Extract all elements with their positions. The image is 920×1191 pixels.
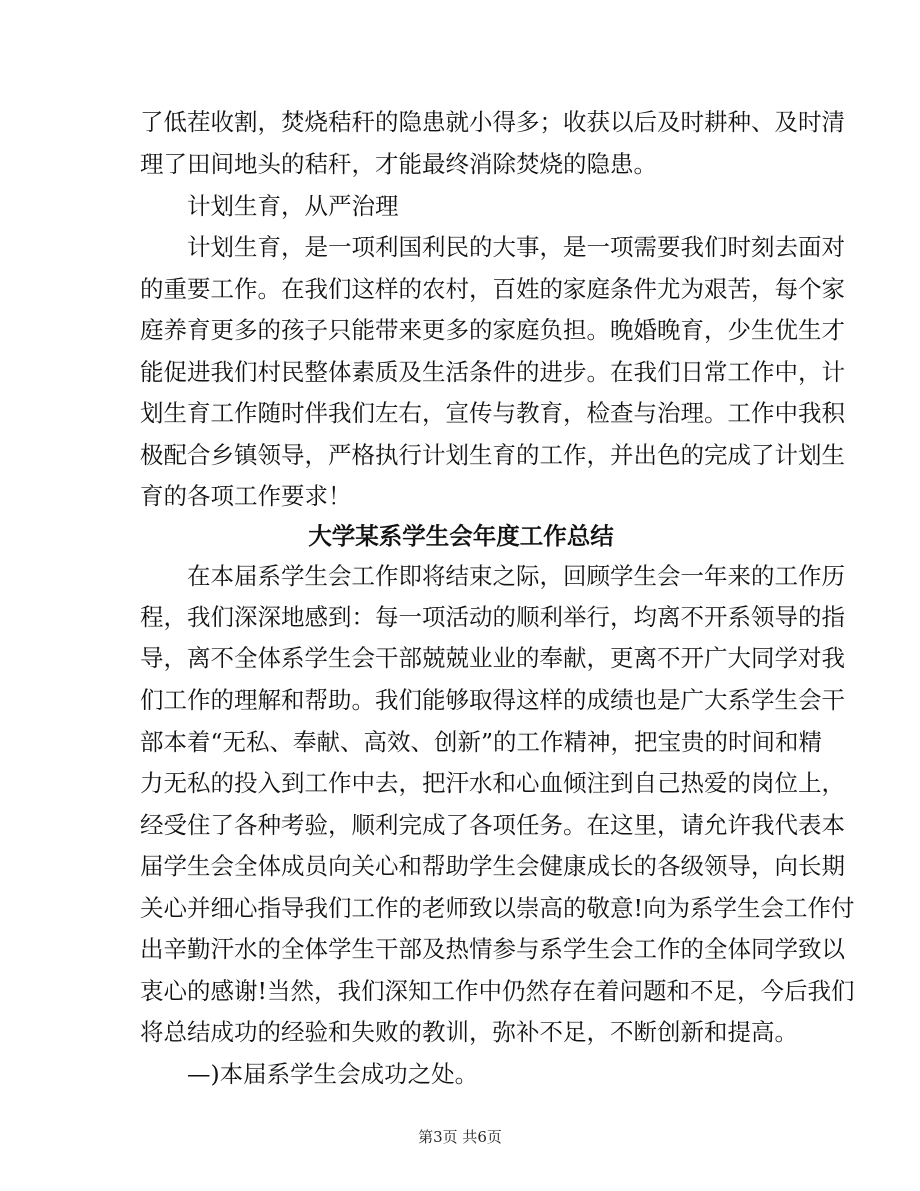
section-heading: —)本届系学生会成功之处。 xyxy=(187,1060,479,1088)
paragraph-line: 理了田间地头的秸秆，才能最终消除焚烧的隐患。 xyxy=(140,150,657,178)
paragraph-line: 极配合乡镇领导，严格执行计划生育的工作，并出色的完成了计划生 xyxy=(140,441,845,469)
paragraph-line: 庭养育更多的孩子只能带来更多的家庭负担。晚婚晚育，少生优生才 xyxy=(140,316,845,344)
paragraph-line: 们工作的理解和帮助。我们能够取得这样的成绩也是广大系学生会干 xyxy=(140,686,845,714)
paragraph-line: 能促进我们村民整体素质及生活条件的进步。在我们日常工作中，计 xyxy=(140,358,845,386)
paragraph-line: 计划生育，是一项利国利民的大事，是一项需要我们时刻去面对 xyxy=(187,233,845,261)
paragraph-line: 导，离不全体系学生会干部兢兢业业的奉献，更离不开广大同学对我 xyxy=(140,644,845,672)
paragraph-line: 划生育工作随时伴我们左右，宣传与教育，检查与治理。工作中我积 xyxy=(140,399,845,427)
section-title: 大学某系学生会年度工作总结 xyxy=(308,522,614,550)
paragraph-line: 出辛勤汗水的全体学生干部及热情参与系学生会工作的全体同学致以 xyxy=(140,935,845,963)
subheading: 计划生育，从严治理 xyxy=(187,192,399,220)
paragraph-line: 了低茬收割，焚烧秸秆的隐患就小得多；收获以后及时耕种、及时清 xyxy=(140,108,845,136)
paragraph-line: 的重要工作。在我们这样的农村，百姓的家庭条件尤为艰苦，每个家 xyxy=(140,275,845,303)
paragraph-line: 程，我们深深地感到：每一项活动的顺利举行，均离不开系领导的指 xyxy=(140,603,845,631)
paragraph-line: 将总结成功的经验和失败的教训，弥补不足，不断创新和提高。 xyxy=(140,1018,798,1046)
paragraph-line: 届学生会全体成员向关心和帮助学生会健康成长的各级领导，向长期 xyxy=(140,852,845,880)
paragraph-line: 力无私的投入到工作中去，把汗水和心血倾注到自己热爱的岗位上， xyxy=(140,769,845,797)
paragraph-line: 衷心的感谢!当然，我们深知工作中仍然存在着问题和不足，今后我们 xyxy=(140,977,855,1005)
paragraph-line: 在本届系学生会工作即将结束之际，回顾学生会一年来的工作历 xyxy=(187,562,845,590)
page-number: 第3页 共6页 xyxy=(418,1128,502,1146)
paragraph-line: 育的各项工作要求！ xyxy=(140,482,352,510)
paragraph-line: 关心并细心指导我们工作的老师致以崇高的敬意!向为系学生会工作付 xyxy=(140,894,855,922)
paragraph-line: 部本着“无私、奉献、高效、创新”的工作精神，把宝贵的时间和精 xyxy=(140,728,823,756)
paragraph-line: 经受住了各种考验，顺利完成了各项任务。在这里，请允许我代表本 xyxy=(140,811,845,839)
